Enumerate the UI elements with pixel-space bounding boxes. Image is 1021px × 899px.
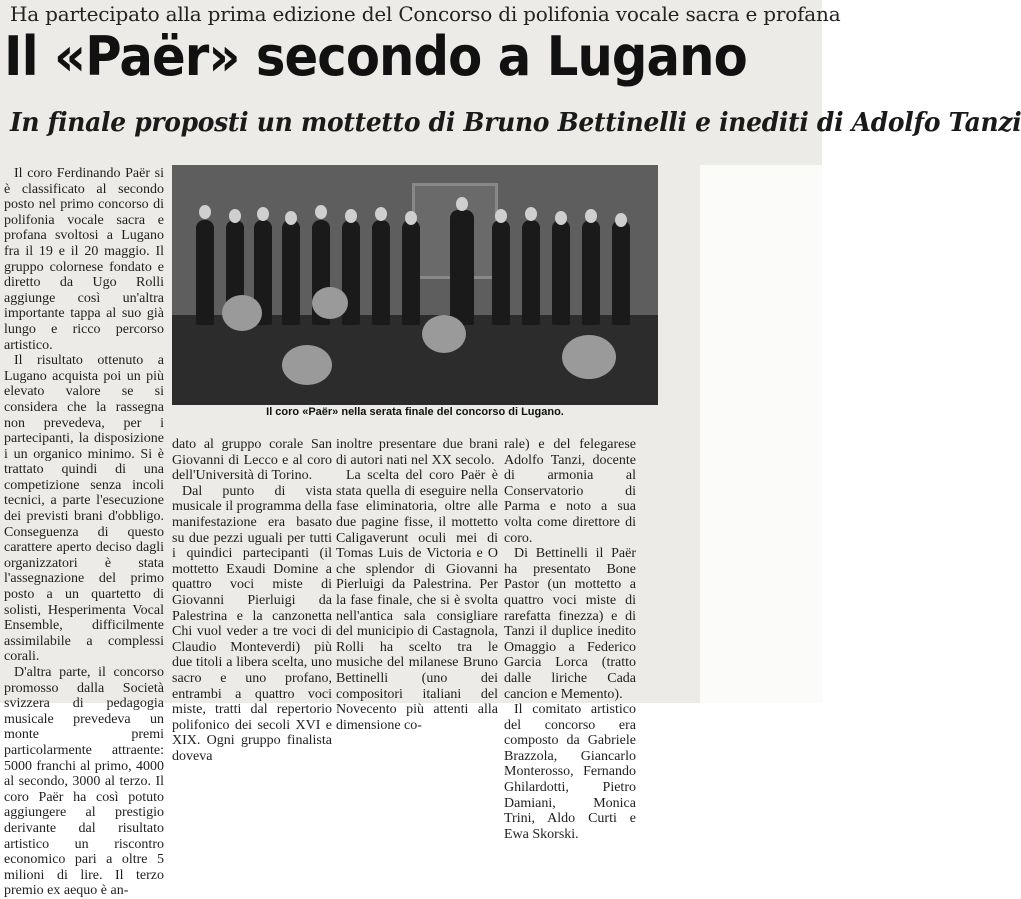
paragraph: Il comitato artistico del concorso era composto da Gabriele Brazzola, Giancarlo Monterosso, Fernando Ghilardotti, Pietro Damiani, Monica Trini, Aldo Curti e Ewa Skorski.: [504, 702, 636, 842]
photo-audience-head: [562, 335, 616, 379]
photo-figure: [402, 220, 420, 325]
paragraph: Il risultato ottenuto a Lugano acquista poi un più elevato valore se si considera che la rassegna non prevedeva, per i partecipanti, la disposizione i un organico minimo. Si è trattato quindi di una competizione senza incoli tecnici, a parte l'esecuzione dei previsti brani d'obbligo. Conseguenza di questo carattere aperto deciso dagli organizzatori è stata l'assegnazione del primo posto a un quartetto di solisti, Hesperimenta Vocal Ensemble, difficilmente assimilabile a complessi corali.: [4, 353, 164, 665]
photo-figure: [582, 220, 600, 325]
photo-head: [525, 207, 537, 221]
photo-head: [257, 207, 269, 221]
article-column-4: [504, 437, 636, 842]
paragraph: inoltre presentare due brani di autori nati nel XX secolo.: [336, 437, 498, 468]
paragraph: Dal punto di vista musicale il programma della manifestazione era basato su due pezzi uguali per tutti i quindici partecipanti (il mottetto Exaudi Domine a quattro voci miste di Giovanni Pierluigi da Palestrina e la canzonetta Chi vuol veder a tre voci di Claudio Monteverdi) più due titoli a libera scelta, uno sacro e uno profano, entrambi a quattro voci miste, tratti dal repertorio polifonico dei secoli XVI e XIX. Ogni gruppo finalista doveva: [172, 483, 332, 764]
article-column-2: [172, 437, 332, 764]
photo-head: [456, 197, 468, 211]
choir-photo: [172, 165, 658, 405]
paragraph: Di Bettinelli il Paër ha presentato Bone Pastor (un mottetto a quattro voci miste di rarefatta finezza) e di Tanzi il duplice inedito Omaggio a Federico Garcia Lorca (tratto dalle liriche Cada cancion e Memento).: [504, 546, 636, 702]
photo-head: [585, 209, 597, 223]
photo-conductor: [450, 210, 474, 325]
photo-caption: Il coro «Paër» nella serata finale del concorso di Lugano.: [266, 406, 564, 418]
photo-figure: [612, 220, 630, 325]
photo-figure: [492, 220, 510, 325]
blank-margin: [700, 165, 822, 703]
photo-figure: [282, 220, 300, 325]
article-headline: Il «Paër» secondo a Lugano: [4, 25, 747, 88]
photo-audience-head: [282, 345, 332, 385]
photo-head: [345, 209, 357, 223]
photo-head: [405, 211, 417, 225]
article-subheadline: In finale proposti un mottetto di Bruno Bettinelli e inediti di Adolfo Tanzi: [10, 108, 1021, 138]
photo-figure: [372, 220, 390, 325]
photo-head: [615, 213, 627, 227]
photo-figure: [552, 220, 570, 325]
photo-head: [229, 209, 241, 223]
photo-figure: [196, 220, 214, 325]
article-kicker: Ha partecipato alla prima edizione del Concorso di polifonia vocale sacra e profana: [10, 2, 841, 26]
article-column-3: [336, 437, 498, 733]
photo-head: [375, 207, 387, 221]
photo-head: [285, 211, 297, 225]
paragraph: La scelta del coro Paër è stata quella di eseguire nella fase eliminatoria, oltre alle due pagine fisse, il mottetto Caligaverunt oculi mei di Tomas Luis de Victoria e O che splendor di Giovanni Pierluigi da Palestrina. Per la fase finale, che si è svolta nell'antica sala consigliare del municipio di Castagnola, Rolli ha scelto tra le musiche del milanese Bruno Bettinelli (uno dei compositori italiani del Novecento più attenti alla dimensione co-: [336, 468, 498, 733]
photo-figure: [522, 220, 540, 325]
photo-head: [315, 205, 327, 219]
article-column-1: [4, 166, 164, 899]
photo-head: [199, 205, 211, 219]
paragraph: Il coro Ferdinando Paër si è classificato al secondo posto nel primo concorso di polifonia vocale sacra e profana svoltosi a Lugano fra il 19 e il 20 maggio. Il gruppo colornese fondato e diretto da Ugo Rolli aggiunge così un'altra importante tappa al suo già lungo e ricco percorso artistico.: [4, 166, 164, 353]
photo-head: [495, 209, 507, 223]
photo-audience-head: [312, 287, 348, 319]
photo-audience-head: [422, 315, 466, 353]
paragraph: D'altra parte, il concorso promosso dalla Società svizzera di pedagogia musicale prevedeva un monte premi particolarmente attraente: 5000 franchi al primo, 4000 al secondo, 3000 al terzo. Il coro Paër ha così potuto aggiungere al prestigio derivante dal risultato artistico un riscontro economico pari a oltre 5 milioni di lire. Il terzo premio ex aequo è an-: [4, 665, 164, 899]
paragraph: rale) e del felegarese Adolfo Tanzi, docente di armonia al Conservatorio di Parma e noto a sua volta come direttore di coro.: [504, 437, 636, 546]
photo-audience-head: [222, 295, 262, 331]
paragraph: dato al gruppo corale San Giovanni di Lecco e al coro dell'Università di Torino.: [172, 437, 332, 484]
photo-head: [555, 211, 567, 225]
